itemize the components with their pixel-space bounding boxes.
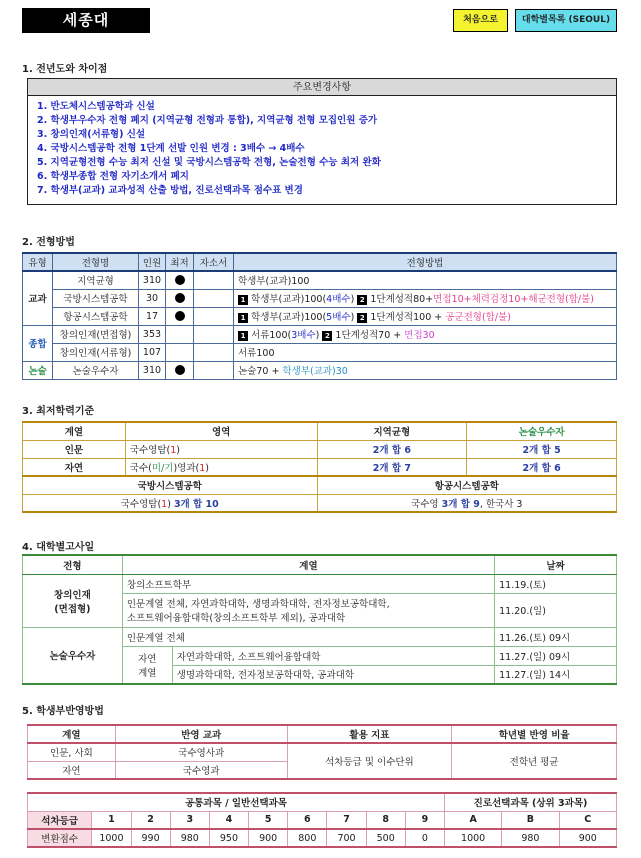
- grade-cell: 7: [327, 811, 366, 829]
- score-cell: 800: [288, 829, 327, 847]
- text: 국수영탐(: [129, 445, 171, 456]
- col-header: 영역: [125, 422, 317, 440]
- grade-cell: 4: [209, 811, 248, 829]
- section-title-record: 5. 학생부반영방법: [22, 706, 104, 717]
- cell: [234, 325, 617, 343]
- text: 1: [199, 462, 206, 474]
- text: 미/기: [151, 462, 174, 474]
- cell: [317, 494, 617, 512]
- text: , 한국사 3: [479, 498, 523, 510]
- step-number: 2: [357, 295, 367, 305]
- cell: [23, 494, 318, 512]
- text: 국수(: [129, 462, 152, 474]
- cell: [234, 289, 617, 307]
- col-header: 공통과목 / 일반선택과목: [28, 793, 445, 811]
- col-header: 지역균형: [317, 422, 467, 440]
- score-cell: 950: [209, 829, 248, 847]
- grade-cell: 1: [92, 811, 131, 829]
- grade-cell: 5: [249, 811, 288, 829]
- cell: 생명과학대학, 전자정보공학대학, 공과대학: [172, 665, 494, 684]
- cell: 국방시스템공학: [53, 289, 139, 307]
- text: 학생부(교과)100(: [251, 294, 327, 305]
- cell: [166, 271, 194, 289]
- text: 3개 합 10: [173, 498, 219, 510]
- cell: 논술우수자: [53, 361, 139, 379]
- page-title: 세종대: [22, 8, 150, 33]
- cell: [166, 325, 194, 343]
- score-cell: 900: [249, 829, 288, 847]
- changes-box-header: 주요변경사항: [28, 79, 616, 96]
- cell: [122, 593, 494, 627]
- list-item: 2. 학생부우수자 전형 폐지 (지역균형 전형과 통합), 지역균형 전형 모집인원 증가: [37, 115, 378, 126]
- cell: 인문: [23, 440, 126, 458]
- text: 3개 합 9: [441, 498, 480, 510]
- cell: [194, 361, 234, 379]
- score-cell: 900: [559, 829, 616, 847]
- text: 3배수: [291, 330, 316, 341]
- cell: 107: [139, 343, 166, 361]
- grade-cell: 6: [288, 811, 327, 829]
- category-cell: 논술우수자: [23, 627, 123, 684]
- text: 1단계성적80+: [370, 294, 434, 305]
- text: 공군전형(합/불): [445, 312, 511, 323]
- text: 서류100(: [251, 330, 292, 341]
- score-cell: 1000: [445, 829, 502, 847]
- cell: [166, 343, 194, 361]
- text: 자연: [138, 653, 157, 665]
- grade-cell: 2: [131, 811, 170, 829]
- cell: 2개 합 6: [317, 440, 467, 458]
- cell: 310: [139, 361, 166, 379]
- col-header: 최저: [166, 253, 194, 271]
- cell: 자연과학대학, 소프트웨어융합대학: [172, 646, 494, 665]
- text: 학생부(교과)30: [282, 366, 348, 377]
- list-item: 4. 국방시스템공학 전형 1단계 선발 인원 변경 : 3배수 → 4배수: [37, 143, 305, 154]
- col-header: 인원: [139, 253, 166, 271]
- table-header-row: [23, 422, 617, 440]
- grade-conversion-table: [27, 792, 617, 848]
- category-cell: 종합: [23, 325, 53, 361]
- cell: 학생부(교과)100: [234, 271, 617, 289]
- cell: [194, 307, 234, 325]
- cell: [125, 458, 317, 476]
- cell: 11.19.(토): [495, 574, 617, 593]
- grade-cell: A: [445, 811, 502, 829]
- score-cell: 980: [170, 829, 209, 847]
- grade-cell: 9: [405, 811, 444, 829]
- col-header: 진로선택과목 (상위 3과목): [445, 793, 617, 811]
- cell: 인문, 사회: [28, 743, 116, 761]
- text: 창의인재: [54, 589, 91, 601]
- minimum-standard-table: [22, 421, 617, 513]
- table-header-row: [28, 725, 617, 743]
- col-header: 계열: [23, 422, 126, 440]
- table-row: [23, 627, 617, 646]
- cell: [194, 271, 234, 289]
- text: 국수영: [411, 498, 442, 510]
- cell: 310: [139, 271, 166, 289]
- table-row: [23, 458, 617, 476]
- cell: 353: [139, 325, 166, 343]
- table-row: [23, 361, 617, 379]
- text: ): [167, 498, 174, 510]
- cell: 2개 합 6: [467, 458, 617, 476]
- col-header: 날짜: [495, 555, 617, 574]
- cell: 2개 합 7: [317, 458, 467, 476]
- step-number: 1: [238, 331, 248, 341]
- col-header: 계열: [122, 555, 494, 574]
- cell: 11.27.(일) 09시: [495, 646, 617, 665]
- list-item: 6. 학생부종합 전형 자기소개서 폐지: [37, 171, 189, 182]
- text: 학생부(교과)100(: [251, 312, 327, 323]
- category-cell: [23, 574, 123, 627]
- cell: 30: [139, 289, 166, 307]
- cell: [194, 343, 234, 361]
- score-cell: 700: [327, 829, 366, 847]
- cell: 11.27.(일) 14시: [495, 665, 617, 684]
- text: ): [176, 445, 181, 456]
- table-row: [23, 307, 617, 325]
- cell: 2개 합 5: [467, 440, 617, 458]
- required-dot-icon: [175, 275, 185, 285]
- text: 계열: [138, 667, 157, 679]
- cell: [166, 307, 194, 325]
- cell: 창의인재(서류형): [53, 343, 139, 361]
- text: (면접형): [54, 603, 91, 615]
- row-label: 변환점수: [28, 829, 92, 847]
- cell: 항공시스템공학: [53, 307, 139, 325]
- text: ): [205, 462, 209, 474]
- cell: 창의소프트학부: [122, 574, 494, 593]
- col-header: 유형: [23, 253, 53, 271]
- cell: 국수영과: [115, 761, 287, 779]
- table-row: [23, 343, 617, 361]
- cell: 석차등급 및 이수단위: [287, 743, 452, 779]
- score-cell: 980: [502, 829, 559, 847]
- text: 1단계성적100 +: [370, 312, 446, 323]
- step-number: 1: [238, 313, 248, 323]
- cell: [194, 289, 234, 307]
- col-header: 활용 지표: [287, 725, 452, 743]
- table-row: [23, 289, 617, 307]
- table-header-row: [28, 793, 617, 811]
- home-button[interactable]: 처음으로: [453, 9, 508, 32]
- cell: 자연: [23, 458, 126, 476]
- col-header: 논술우수자: [467, 422, 617, 440]
- required-dot-icon: [175, 293, 185, 303]
- category-cell: 논술: [23, 361, 53, 379]
- text: 4배수: [326, 294, 351, 305]
- grade-cell: B: [502, 811, 559, 829]
- score-cell: 0: [405, 829, 444, 847]
- text: 1: [161, 498, 168, 510]
- section-title-admission: 2. 전형방법: [22, 237, 75, 248]
- list-item: 3. 창의인재(서류형) 신설: [37, 129, 146, 140]
- cell: [166, 289, 194, 307]
- text: ): [350, 312, 355, 323]
- table-row: [28, 743, 617, 761]
- required-dot-icon: [175, 365, 185, 375]
- cell: 자연: [28, 761, 116, 779]
- col-header: 전형: [23, 555, 123, 574]
- grade-cell: 8: [366, 811, 405, 829]
- admission-table: [22, 252, 617, 380]
- table-header-row: [23, 253, 617, 271]
- text: 면접10+체력검정10+해군전형(합/불): [433, 294, 595, 305]
- step-number: 2: [322, 331, 332, 341]
- cell: 11.20.(일): [495, 593, 617, 627]
- text: 국수영탐(: [120, 498, 162, 510]
- cell: [234, 307, 617, 325]
- col-header: 반영 교과: [115, 725, 287, 743]
- text: 1단계성적70 +: [335, 330, 405, 341]
- table-row: [23, 271, 617, 289]
- table-row: [23, 574, 617, 593]
- grade-cell: 3: [170, 811, 209, 829]
- cell: 국수영사과: [115, 743, 287, 761]
- list-item: 1. 반도체시스템공학과 신설: [37, 101, 155, 112]
- category-cell: 교과: [23, 271, 53, 325]
- row-label: 석차등급: [28, 811, 92, 829]
- table-row: [28, 829, 617, 847]
- cell: 서류100: [234, 343, 617, 361]
- score-cell: 500: [366, 829, 405, 847]
- exam-dates-table: [22, 554, 617, 685]
- grade-cell: C: [559, 811, 616, 829]
- col-header: 국방시스템공학: [23, 476, 318, 494]
- text: ): [350, 294, 355, 305]
- table-header-row: [28, 811, 617, 829]
- changes-list: [28, 96, 616, 198]
- col-header: 계열: [28, 725, 116, 743]
- section-title-exam-dates: 4. 대학별고사일: [22, 542, 95, 553]
- cell: [194, 325, 234, 343]
- text: ): [315, 330, 320, 341]
- score-cell: 1000: [92, 829, 131, 847]
- step-number: 2: [357, 313, 367, 323]
- table-row: [23, 440, 617, 458]
- score-cell: 990: [131, 829, 170, 847]
- cell: 11.26.(토) 09시: [495, 627, 617, 646]
- col-header: 학년별 반영 비율: [452, 725, 617, 743]
- section-title-minimum: 3. 최저학력기준: [22, 406, 95, 417]
- record-table: [27, 724, 617, 780]
- col-header: 전형방법: [234, 253, 617, 271]
- cell: [166, 361, 194, 379]
- changes-box: [27, 78, 617, 205]
- text: 소프트웨어융합대학(창의소프트학부 제외), 공과대학: [126, 613, 346, 624]
- table-row: [23, 325, 617, 343]
- col-header: 자소서: [194, 253, 234, 271]
- cell: 지역균형: [53, 271, 139, 289]
- text: 논술70 +: [238, 366, 283, 377]
- text: 면접30: [404, 330, 435, 341]
- section-title-changes: 1. 전년도와 차이점: [22, 64, 108, 75]
- cell: [125, 440, 317, 458]
- table-header-row: [23, 476, 617, 494]
- col-header: 항공시스템공학: [317, 476, 617, 494]
- cell: [234, 361, 617, 379]
- required-dot-icon: [175, 311, 185, 321]
- text: 5배수: [326, 312, 351, 323]
- text: 인문계열 전체, 자연과학대학, 생명과학대학, 전자정보공학대학,: [126, 599, 390, 610]
- list-item: 7. 학생부(교과) 교과성적 산출 방법, 진로선택과목 점수표 변경: [37, 185, 303, 196]
- step-number: 1: [238, 295, 248, 305]
- cell: 전학년 평균: [452, 743, 617, 779]
- col-header: 전형명: [53, 253, 139, 271]
- table-header-row: [23, 555, 617, 574]
- list-item: 5. 지역균형전형 수능 최저 신설 및 국방시스템공학 전형, 논술전형 수능 최저 완화: [37, 157, 381, 168]
- cell: 17: [139, 307, 166, 325]
- university-list-button[interactable]: 대학별목록 (SEOUL): [515, 9, 617, 32]
- text: 1: [170, 445, 177, 456]
- table-row: [23, 494, 617, 512]
- cell: 인문계열 전체: [122, 627, 494, 646]
- text: )영과(: [173, 462, 200, 474]
- cell: 창의인재(면접형): [53, 325, 139, 343]
- cell: [122, 646, 172, 684]
